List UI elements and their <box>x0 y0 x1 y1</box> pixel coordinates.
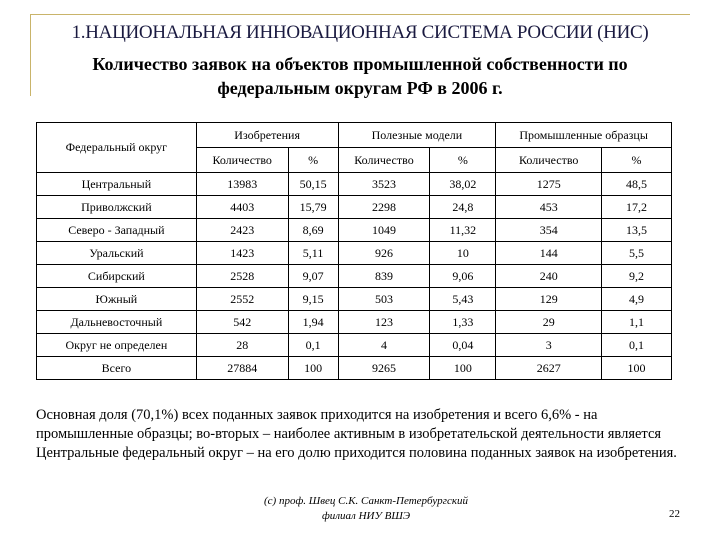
cell-id-count: 129 <box>496 288 602 311</box>
header-count: Количество <box>196 148 288 173</box>
header-inventions: Изобретения <box>196 123 338 148</box>
table-header-row <box>37 123 672 148</box>
table-row <box>37 196 672 219</box>
cell-id-pct: 0,1 <box>602 334 672 357</box>
cell-id-pct: 48,5 <box>602 173 672 196</box>
cell-um-pct: 11,32 <box>430 219 496 242</box>
cell-id-pct: 1,1 <box>602 311 672 334</box>
summary-text: Основная доля (70,1%) всех поданных заявок приходится на изобретения и всего 6,6% - на промышленные образцы; во-вторых – наиболее активным в изобретательской деятельности является Центральные федеральный округ – на его долю приходится половина поданных заявок на изобретения. <box>36 407 677 461</box>
cell-id-count: 240 <box>496 265 602 288</box>
cell-region: Округ не определен <box>37 334 197 357</box>
header-percent: % <box>602 148 672 173</box>
table-body <box>37 173 672 380</box>
cell-um-pct: 24,8 <box>430 196 496 219</box>
table-row <box>37 311 672 334</box>
cell-inv-count: 4403 <box>196 196 288 219</box>
footer-line-2: филиал НИУ ВШЭ <box>321 510 411 522</box>
cell-id-count: 29 <box>496 311 602 334</box>
cell-um-count: 9265 <box>338 357 430 380</box>
cell-inv-count: 2552 <box>196 288 288 311</box>
cell-inv-count: 2423 <box>196 219 288 242</box>
cell-inv-pct: 9,07 <box>288 265 338 288</box>
cell-id-pct: 5,5 <box>602 242 672 265</box>
cell-um-count: 2298 <box>338 196 430 219</box>
slide-subtitle: Количество заявок на объектов промышленной собственности по федеральным округам РФ в 2006 г. <box>92 54 628 98</box>
cell-um-pct: 5,43 <box>430 288 496 311</box>
cell-region: Северо - Западный <box>37 219 197 242</box>
cell-um-count: 123 <box>338 311 430 334</box>
cell-inv-count: 27884 <box>196 357 288 380</box>
cell-id-count: 453 <box>496 196 602 219</box>
table-row <box>37 242 672 265</box>
cell-inv-pct: 100 <box>288 357 338 380</box>
cell-id-count: 354 <box>496 219 602 242</box>
header-count: Количество <box>496 148 602 173</box>
cell-id-pct: 100 <box>602 357 672 380</box>
cell-inv-count: 13983 <box>196 173 288 196</box>
header-percent: % <box>288 148 338 173</box>
footer-credit <box>236 494 496 524</box>
cell-inv-count: 28 <box>196 334 288 357</box>
cell-region: Южный <box>37 288 197 311</box>
header-count: Количество <box>338 148 430 173</box>
applications-table <box>36 122 672 380</box>
cell-inv-pct: 1,94 <box>288 311 338 334</box>
cell-um-count: 839 <box>338 265 430 288</box>
cell-um-count: 4 <box>338 334 430 357</box>
cell-id-pct: 13,5 <box>602 219 672 242</box>
cell-um-count: 926 <box>338 242 430 265</box>
cell-um-count: 3523 <box>338 173 430 196</box>
cell-um-pct: 1,33 <box>430 311 496 334</box>
cell-region: Дальневосточный <box>37 311 197 334</box>
cell-inv-pct: 15,79 <box>288 196 338 219</box>
table-row <box>37 334 672 357</box>
cell-region: Приволжский <box>37 196 197 219</box>
table-row <box>37 357 672 380</box>
header-region: Федеральный округ <box>37 123 197 173</box>
cell-um-count: 1049 <box>338 219 430 242</box>
slide-frame-top-line <box>30 14 690 15</box>
cell-id-count: 1275 <box>496 173 602 196</box>
header-industrial-designs: Промышленные образцы <box>496 123 672 148</box>
cell-region: Всего <box>37 357 197 380</box>
footer-line-1: (с) проф. Швец С.К. Санкт-Петербургский <box>264 495 468 507</box>
cell-inv-count: 542 <box>196 311 288 334</box>
cell-id-count: 2627 <box>496 357 602 380</box>
cell-id-pct: 9,2 <box>602 265 672 288</box>
cell-inv-pct: 50,15 <box>288 173 338 196</box>
cell-um-pct: 38,02 <box>430 173 496 196</box>
cell-id-pct: 4,9 <box>602 288 672 311</box>
cell-inv-pct: 8,69 <box>288 219 338 242</box>
table-row <box>37 173 672 196</box>
cell-region: Сибирский <box>37 265 197 288</box>
header-percent: % <box>430 148 496 173</box>
cell-inv-pct: 0,1 <box>288 334 338 357</box>
cell-um-pct: 100 <box>430 357 496 380</box>
cell-region: Центральный <box>37 173 197 196</box>
cell-id-pct: 17,2 <box>602 196 672 219</box>
cell-inv-pct: 5,11 <box>288 242 338 265</box>
table-row <box>37 265 672 288</box>
table-row <box>37 288 672 311</box>
cell-um-pct: 10 <box>430 242 496 265</box>
cell-region: Уральский <box>37 242 197 265</box>
cell-um-pct: 0,04 <box>430 334 496 357</box>
cell-id-count: 144 <box>496 242 602 265</box>
page-number: 22 <box>669 508 680 520</box>
cell-inv-pct: 9,15 <box>288 288 338 311</box>
table-row <box>37 219 672 242</box>
cell-um-pct: 9,06 <box>430 265 496 288</box>
cell-id-count: 3 <box>496 334 602 357</box>
cell-inv-count: 1423 <box>196 242 288 265</box>
cell-um-count: 503 <box>338 288 430 311</box>
slide-title: 1.НАЦИОНАЛЬНАЯ ИННОВАЦИОННАЯ СИСТЕМА РОССИИ (НИС) <box>71 22 649 43</box>
cell-inv-count: 2528 <box>196 265 288 288</box>
header-utility-models: Полезные модели <box>338 123 496 148</box>
